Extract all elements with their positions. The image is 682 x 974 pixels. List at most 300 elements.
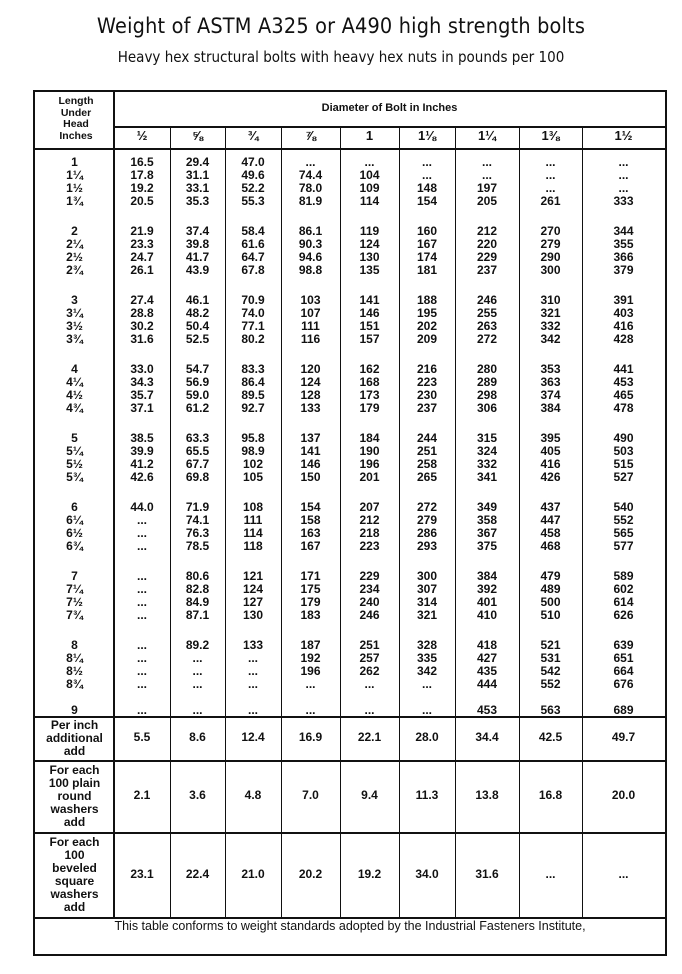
table-cell: 349 [476,500,498,514]
table-cell: 64.7 [241,250,265,265]
extra-cell: 31.6 [475,866,499,881]
table-cell: 223 [416,375,438,390]
table-cell: 148 [416,181,438,196]
table-cell: 293 [416,539,438,554]
table-cell: 355 [613,237,634,252]
page-subtitle: Heavy hex structural bolts with heavy hex nuts in pounds per 100 [117,48,565,66]
table-cell: 651 [613,651,634,666]
table-cell: 124 [359,237,380,252]
table-cell: 689 [613,703,634,717]
table-cell: 510 [540,608,561,623]
table-cell: 257 [359,651,380,666]
table-cell: 602 [613,582,634,597]
table-cell: 478 [613,401,634,416]
table-cell: 82.8 [185,582,210,597]
table-cell: 104 [359,168,380,183]
table-cell: 30.2 [130,319,154,334]
table-cell: 251 [359,638,380,652]
length-label: 2¼ [66,237,83,252]
table-cell: 321 [540,306,561,321]
table-cell: 130 [242,608,264,623]
table-cell: 234 [359,582,380,597]
table-cell: 33.1 [185,181,210,196]
table-cell: 50.4 [185,319,210,334]
table-cell: 105 [242,470,264,485]
table-cell: 246 [476,293,498,307]
extra-cell: 42.5 [538,730,563,744]
diameter-6: 1⅛ [417,128,437,143]
table-cell: 61.6 [241,237,265,252]
table-cell: 83.3 [241,362,265,376]
table-cell: 133 [242,638,264,652]
table-cell: 27.4 [130,293,154,307]
table-cell: 167 [416,237,438,252]
table-cell: 167 [300,539,321,554]
table-cell: 120 [300,362,321,376]
table-cell: 103 [300,293,321,307]
page-title: Weight of ASTM A325 or A490 high strength bolts [96,14,586,38]
length-label: 4 [71,362,78,376]
table-cell: ... [136,513,147,528]
extra-cell: 13.8 [475,788,499,802]
table-cell: 444 [476,677,498,692]
table-cell: 468 [540,539,561,554]
table-cell: 187 [300,638,321,652]
table-cell: 258 [416,457,438,472]
table-cell: ... [421,168,432,183]
extra-cell: 4.8 [244,788,262,802]
table-cell: ... [136,703,147,717]
diameter-1: ½ [136,128,148,143]
table-cell: 328 [416,638,438,652]
extra-cell: 16.8 [538,788,563,802]
table-cell: 589 [613,569,634,583]
table-cell: 35.7 [130,388,154,403]
table-cell: 41.2 [130,457,154,472]
table-cell: 542 [540,664,561,679]
table-cell: 531 [540,651,561,666]
table-cell: 437 [540,500,561,514]
table-cell: 192 [300,651,321,666]
table-cell: 639 [613,638,634,652]
table-cell: 428 [613,332,634,347]
table-cell: 111 [301,319,320,334]
table-cell: 151 [359,319,380,334]
table-cell: 78.5 [185,539,210,554]
table-cell: 98.9 [241,444,265,459]
extra-cell: 34.0 [415,866,439,881]
table-cell: 114 [359,194,380,209]
table-cell: 552 [540,677,561,692]
table-cell: 521 [540,638,561,652]
table-cell: 163 [300,526,321,541]
table-cell: 391 [613,293,634,307]
table-cell: 261 [540,194,561,209]
length-label: 7¼ [66,582,83,597]
table-cell: 56.9 [185,375,210,390]
table-cell: 173 [359,388,380,403]
table-cell: 262 [359,664,380,679]
table-cell: 158 [300,513,321,528]
table-cell: 300 [416,569,438,583]
table-cell: 255 [476,306,498,321]
length-label: 7 [71,569,78,583]
diameter-2: ⅝ [192,128,203,143]
row-divider [35,917,665,919]
table-cell: 16.5 [130,155,154,169]
length-label: 6¾ [66,539,83,554]
extra-cell: 22.1 [357,730,382,744]
table-cell: 118 [243,539,263,554]
table-cell: 89.5 [241,388,265,403]
table-cell: 119 [359,224,380,238]
table-cell: 298 [476,388,498,403]
table-cell: 46.1 [185,293,210,307]
table-cell: 21.9 [130,224,154,238]
table-cell: 19.2 [130,181,154,196]
table-cell: 84.9 [185,595,210,610]
table-cell: 205 [476,194,498,209]
table-cell: 70.9 [241,293,265,307]
length-label: 5¼ [66,444,83,459]
table-cell: 366 [613,250,634,265]
extra-cell: 2.1 [133,788,151,802]
extra-cell: 16.9 [298,730,323,744]
length-label: 6¼ [66,513,83,528]
table-cell: 333 [613,194,634,209]
table-cell: 188 [416,293,438,307]
table-cell: 190 [359,444,380,459]
table-cell: ... [136,651,147,666]
table-cell: 335 [416,651,438,666]
table-cell: 128 [300,388,321,403]
length-label: 8¾ [66,677,83,692]
table-cell: 286 [416,526,438,541]
table-cell: 201 [359,470,380,485]
table-cell: 37.1 [130,401,154,416]
table-cell: 290 [540,250,561,265]
table-cell: ... [192,651,203,666]
table-cell: 34.3 [130,375,154,390]
table-cell: 31.1 [185,168,210,183]
table-cell: 74.1 [185,513,210,528]
table-cell: 272 [476,332,498,347]
table-cell: 94.6 [298,250,323,265]
table-cell: 246 [359,608,380,623]
table-cell: 251 [416,444,438,459]
extra-cell: 19.2 [357,866,382,881]
table-cell: 447 [540,513,561,528]
table-cell: 392 [476,582,498,597]
table-cell: 174 [416,250,438,265]
length-label: 2 [71,224,78,238]
diameter-header: Diameter of Bolt in Inches [321,102,458,114]
table-cell: 279 [416,513,438,528]
table-cell: 212 [359,513,380,528]
length-label: 3 [71,293,78,307]
table-cell: 49.6 [241,168,265,183]
table-cell: 552 [613,513,634,528]
table-cell: 244 [416,431,438,445]
table-cell: ... [136,595,147,610]
table-cell: 202 [416,319,438,334]
table-cell: 195 [416,306,438,321]
table-cell: 124 [300,375,321,390]
table-cell: 77.1 [241,319,265,334]
table-cell: 78.0 [298,181,323,196]
table-cell: 410 [476,608,498,623]
table-cell: 220 [476,237,498,252]
extra-cell: 7.0 [302,788,319,802]
table-cell: 33.0 [130,362,154,376]
table-cell: ... [247,677,258,692]
table-cell: 230 [416,388,438,403]
table-cell: 146 [359,306,380,321]
table-cell: 363 [540,375,561,390]
subheader-divider [35,148,665,150]
table-cell: ... [247,664,258,679]
extra-cell: 21.0 [241,866,265,881]
table-cell: 237 [416,401,438,416]
table-cell: 223 [359,539,380,554]
length-label: 3¼ [66,306,83,321]
extra-row-label: For each 100 plain round washers add [48,762,101,829]
table-cell: 332 [540,319,561,334]
table-cell: ... [305,155,316,169]
table-cell: 81.9 [298,194,323,209]
table-cell: ... [545,181,556,196]
extra-cell: ... [618,866,629,881]
table-cell: 341 [476,470,498,485]
table-cell: 154 [300,500,321,514]
table-cell: 265 [416,470,438,485]
table-cell: 90.3 [298,237,323,252]
table-cell: 133 [300,401,321,416]
table-cell: ... [192,664,203,679]
extra-cell: 49.7 [611,730,636,744]
extra-cell: 3.6 [189,788,206,802]
diameter-4: ⅞ [305,128,316,143]
diameter-9: 1½ [614,128,633,143]
table-cell: 374 [540,388,561,403]
extra-row-label: For each 100 beveled square washers add [49,834,100,914]
table-cell: 240 [359,595,380,610]
table-cell: 489 [540,582,561,597]
table-cell: ... [136,664,147,679]
table-cell: 426 [540,470,561,485]
extra-cell: 20.0 [611,788,636,802]
table-cell: 384 [540,401,561,416]
table-cell: 207 [359,500,380,514]
extra-cell: 11.3 [415,788,439,802]
table-cell: 416 [540,457,561,472]
table-cell: 179 [300,595,321,610]
table-cell: 67.7 [185,457,210,472]
table-cell: 229 [476,250,498,265]
table-cell: 453 [476,703,498,717]
table-cell: 209 [416,332,438,347]
diameter-5: 1 [365,128,374,143]
extra-cell: 22.4 [185,866,210,881]
extra-cell: 5.5 [133,730,151,744]
table-cell: 403 [613,306,634,321]
table-cell: 23.3 [130,237,154,252]
table-cell: ... [364,703,375,717]
table-cell: 458 [540,526,561,541]
table-cell: 342 [416,664,438,679]
table-cell: 98.8 [298,263,323,278]
table-cell: 29.4 [185,155,210,169]
table-cell: ... [305,677,316,692]
table-cell: 168 [359,375,380,390]
table-cell: 418 [476,638,498,652]
table-cell: 401 [476,595,498,610]
extra-cell: 9.4 [361,788,378,802]
table-cell: ... [364,677,375,692]
table-cell: 181 [416,263,438,278]
table-cell: 565 [613,526,634,541]
table-cell: 175 [300,582,321,597]
extra-cell: 12.4 [241,730,265,744]
table-cell: 307 [416,582,438,597]
length-label: 3¾ [66,332,83,347]
table-cell: 490 [613,431,634,445]
table-cell: 130 [359,250,380,265]
table-cell: ... [136,582,147,597]
row-divider [35,760,665,762]
extra-row-label: Per inch additional add [46,717,103,758]
table-cell: 196 [359,457,380,472]
table-cell: ... [618,168,629,183]
table-cell: 124 [242,582,264,597]
table-cell: 35.3 [185,194,210,209]
table-cell: 279 [540,237,561,252]
table-cell: 375 [476,539,498,554]
diameter-8: 1⅜ [541,128,560,143]
table-cell: 102 [242,457,264,472]
table-cell: ... [136,569,147,583]
table-cell: 358 [476,513,498,528]
table-cell: 515 [613,457,634,472]
table-cell: ... [481,155,492,169]
length-label: 5 [71,431,78,445]
table-cell: 39.8 [185,237,210,252]
table-cell: 141 [359,293,380,307]
table-cell: 86.4 [241,375,265,390]
table-cell: 31.6 [130,332,154,347]
table-cell: 218 [359,526,380,541]
table-cell: 179 [359,401,380,416]
length-label: 1¼ [66,168,83,183]
table-cell: 107 [300,306,321,321]
table-cell: 527 [613,470,634,485]
table-cell: 342 [540,332,561,347]
length-header: Length Under Head Inches [58,95,94,142]
length-label: 7¾ [66,608,83,623]
table-cell: 197 [476,181,498,196]
length-label: 9 [71,703,78,717]
table-cell: 237 [476,263,498,278]
table-cell: 367 [476,526,498,541]
row-divider [35,832,665,834]
table-cell: 87.1 [185,608,210,623]
length-label: 5½ [66,457,83,472]
extra-cell: 23.1 [130,866,154,881]
table-cell: 95.8 [241,431,265,445]
length-label: 6 [71,500,78,514]
table-cell: ... [136,539,147,554]
table-cell: 453 [613,375,634,390]
table-cell: 263 [476,319,498,334]
footnote: This table conforms to weight standards adopted by the Industrial Fasteners Institute, [114,919,586,933]
table-cell: 65.5 [185,444,210,459]
table-cell: 150 [300,470,321,485]
table-cell: 80.2 [241,332,265,347]
table-cell: ... [136,677,147,692]
table-cell: 41.7 [185,250,210,265]
table-cell: 353 [540,362,561,376]
table-cell: 141 [300,444,321,459]
table-cell: 38.5 [130,431,154,445]
table-cell: 184 [359,431,380,445]
table-cell: 86.1 [298,224,323,238]
diameter-7: 1¼ [477,128,497,143]
table-cell: ... [545,168,556,183]
table-cell: 116 [300,332,321,347]
table-cell: 384 [476,569,498,583]
table-cell: 427 [476,651,498,666]
table-cell: ... [192,703,203,717]
table-cell: 20.5 [130,194,154,209]
table-cell: 58.4 [241,224,265,238]
table-cell: 441 [613,362,634,376]
table-cell: 324 [476,444,498,459]
table-cell: 171 [300,569,321,583]
table-cell: ... [136,638,147,652]
length-label: 3½ [66,319,83,334]
table-cell: 664 [613,664,634,679]
table-cell: 44.0 [130,500,154,514]
table-cell: 146 [300,457,321,472]
extra-cell: ... [545,866,556,881]
table-cell: 63.3 [185,431,210,445]
table-cell: 137 [300,431,321,445]
table-cell: 92.7 [241,401,265,416]
table-cell: ... [247,703,258,717]
table-cell: 67.8 [241,263,265,278]
table-cell: ... [305,703,316,717]
table-cell: 479 [540,569,561,583]
table-cell: 43.9 [185,263,210,278]
table-cell: 39.9 [130,444,154,459]
table-cell: 111 [243,513,263,528]
length-label: 4¾ [66,401,83,416]
table-cell: 37.4 [185,224,210,238]
table-cell: 160 [416,224,438,238]
table-cell: 114 [243,526,263,541]
table-cell: 74.0 [241,306,265,321]
table-cell: 503 [613,444,634,459]
table-cell: 416 [613,319,634,334]
table-cell: 405 [540,444,561,459]
table-cell: 435 [476,664,498,679]
length-label: 7½ [66,595,83,610]
table-cell: 315 [476,431,498,445]
table-cell: 76.3 [185,526,210,541]
table-cell: 577 [613,539,634,554]
table-cell: 563 [540,703,561,717]
length-label: 1 [71,155,78,169]
